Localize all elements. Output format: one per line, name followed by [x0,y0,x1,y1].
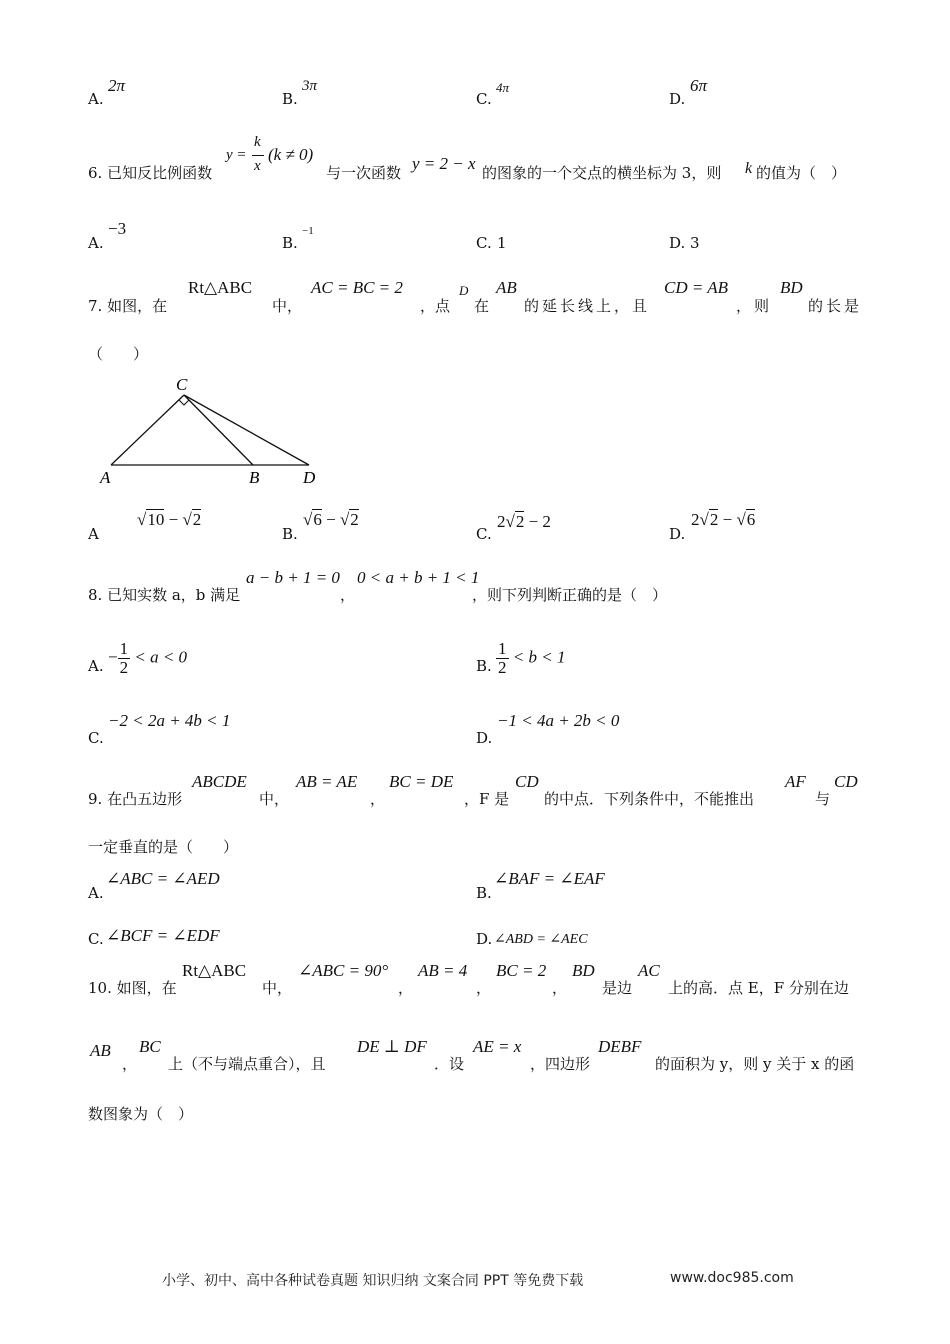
q7-stem-b: 中， [272,297,303,315]
q5-option-b-expr: 3π [302,78,318,94]
label-a: A [100,468,111,487]
q10-m4: BC = 2 [496,961,547,980]
q10-m3: AB = 4 [418,961,468,980]
q10-stem-e: 上（不与端点重合），且 [168,1055,326,1073]
q6-option-d-expr: 3 [690,234,700,252]
q6-f1-lhs: y = [226,147,247,163]
q10-stem-c: 是边 [602,979,633,997]
q6-f1-cond: (k ≠ 0) [268,145,314,164]
q7-stem-f: ，则 [736,297,773,315]
q9-stem-c: ，F 是 [464,790,510,808]
q7-option-b-expr: √6 − √2 [303,510,359,529]
q6-option-b-label: B. [282,234,298,252]
q7-option-b-label: B. [282,525,298,543]
q5-option-d-label: D. [669,90,686,108]
q7-stem-d: 在 [474,297,490,315]
q10-comma-4: ， [122,1055,138,1073]
q6-fraction-bar [252,155,264,156]
q10-m5: BD [572,961,595,980]
q6-f1-num: k [254,134,261,150]
q10-stem-g: ，四边形 [530,1055,591,1073]
q6-option-a-label: A. [88,234,104,252]
q5-option-b-label: B. [282,90,298,108]
q5-option-d-expr: 6π [690,76,708,95]
q7-stem-a: 7. 如图，在 [88,297,168,315]
q7-stem-g: 的长是 [808,297,863,315]
q8-stem-a: 8. 已知实数 a，b 满足 [88,586,241,604]
q6-f1-den: x [254,158,261,174]
q7-paren: （ ） [88,345,149,363]
q8-m2: 0 < a + b + 1 < 1 [357,568,480,587]
q9-option-b-expr: ∠BAF = ∠EAF [494,869,605,888]
q9-option-a-expr: ∠ABC = ∠AED [106,869,220,888]
q7-m6: BD [780,278,803,297]
q10-m7: AB [90,1041,111,1060]
q6-option-c-label: C. [476,234,492,252]
q9-option-a-label: A. [88,884,104,902]
segment-cb [184,395,253,465]
q6-stem-c: 的图象的一个交点的横坐标为 3，则 [482,164,722,182]
q8-stem-b: ，则下列判断正确的是（ ） [472,586,668,604]
q6-option-d-label: D. [669,234,686,252]
q8-option-a-label: A. [88,657,104,675]
q10-comma-2: ， [476,979,492,997]
right-angle-mark [179,400,189,405]
q8-m1: a − b + 1 = 0 [246,568,340,587]
q9-m5: AF [785,772,806,791]
q5-option-a-expr: 2π [108,76,126,95]
q10-m11: DEBF [598,1037,642,1056]
segment-ac [111,395,184,465]
q5-option-c-label: C. [476,90,492,108]
q6-k: k [745,160,753,177]
q10-m2: ∠ABC = 90° [298,961,389,980]
q10-m6: AC [638,961,660,980]
q9-m3: BC = DE [389,772,454,791]
q7-option-a-expr: √10 − √2 [137,510,202,529]
q10-line3: 数图象为（ ） [88,1105,194,1123]
q8-option-a-expr: − $\frac{1}{2}$ < a < 0 [108,639,188,677]
q10-m9: DE ⊥ DF [357,1037,427,1056]
q10-stem-f: ．设 [434,1055,465,1073]
q9-line2: 一定垂直的是（ ） [88,838,239,856]
q7-m3: D [459,283,469,298]
q9-stem-b: 中， [259,790,290,808]
q6-option-a-expr: −3 [108,219,127,238]
footer-text: 小学、初中、高中各种试卷真题 知识归纳 文案合同 PPT 等免费下载 [162,1273,584,1289]
q10-stem-a: 10. 如图，在 [88,979,177,997]
q9-option-c-expr: ∠BCF = ∠EDF [106,926,220,945]
q8-option-c-expr: −2 < 2a + 4b < 1 [108,711,231,730]
q6-stem-b: 与一次函数 [326,164,402,182]
q8-option-b-expr: $\frac{1}{2}$ < b < 1 [498,639,566,677]
q9-option-d-label: D. [476,930,493,948]
q8-option-d-expr: −1 < 4a + 2b < 0 [497,711,620,730]
q7-m5: CD = AB [664,278,729,297]
q8-comma: ， [340,586,356,604]
q7-triangle-figure [95,370,335,490]
q9-option-c-label: C. [88,930,104,948]
q7-option-c-expr: 2√2 − 2 [497,512,551,531]
q7-option-c-label: C. [476,525,492,543]
q9-stem-a: 9. 在凸五边形 [88,790,183,808]
q9-stem-e: 与 [815,790,831,808]
label-d: D [303,468,316,487]
q9-m2: AB = AE [296,772,358,791]
q7-m4: AB [496,278,517,297]
q10-comma-3: ， [552,979,568,997]
q7-stem-e: 的延长线上，且 [524,297,651,315]
q7-stem-c: ，点 [420,297,451,315]
q7-option-a-label: A [88,525,99,543]
q10-m10: AE = x [473,1037,522,1056]
q8-option-d-label: D. [476,729,493,747]
q7-option-d-label: D. [669,525,686,543]
label-b: B [249,468,260,487]
q6-f2: y = 2 − x [412,154,476,173]
q7-option-d-expr: 2√2 − √6 [691,510,756,529]
q8-option-c-label: C. [88,729,104,747]
q10-stem-h: 的面积为 y，则 y 关于 x 的函 [655,1055,855,1073]
q7-m2: AC = BC = 2 [311,278,403,297]
q9-m6: CD [834,772,858,791]
q7-m1: Rt△ABC [188,278,253,297]
q10-stem-b: 中， [262,979,293,997]
q9-m1: ABCDE [192,772,247,791]
q10-stem-d: 上的高．点 E，F 分别在边 [668,979,849,997]
q9-option-b-label: B. [476,884,492,902]
q6-option-b-expr: −1 [302,225,314,237]
footer-url[interactable]: www.doc985.com [670,1270,794,1286]
q6-stem-d: 的值为（ ） [756,164,847,182]
q10-m1: Rt△ABC [182,961,247,980]
q10-m8: BC [139,1037,161,1056]
label-c: C [176,375,188,394]
q9-option-d-expr: ∠ABD = ∠AEC [494,932,588,947]
q9-comma: ， [370,790,386,808]
segment-cd [184,395,309,465]
q6-option-c-expr: 1 [497,234,507,252]
q10-comma-1: ， [398,979,414,997]
q8-option-b-label: B. [476,657,492,675]
q9-stem-d: 的中点．下列条件中，不能推出 [544,790,755,808]
q5-option-c-expr: 4π [496,80,510,95]
q5-option-a-label: A. [88,90,104,108]
q6-stem-a: 6. 已知反比例函数 [88,164,213,182]
q9-m4: CD [515,772,539,791]
